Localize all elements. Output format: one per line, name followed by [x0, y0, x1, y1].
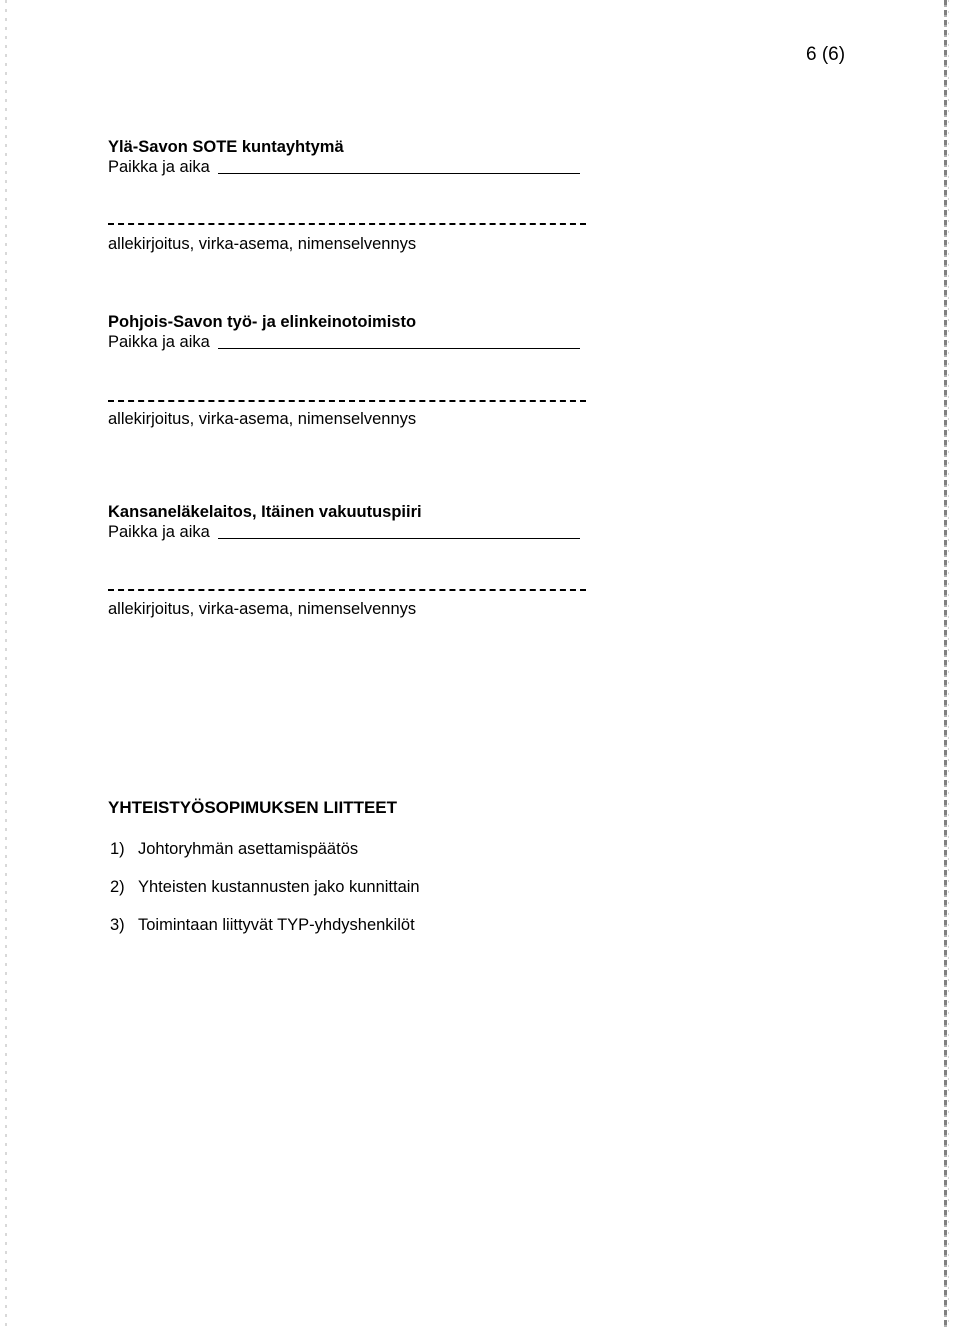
attachment-number: 1) [110, 840, 125, 858]
organization-name: Pohjois-Savon työ- ja elinkeinotoimisto [108, 313, 417, 331]
attachment-text: Toimintaan liittyvät TYP-yhdyshenkilöt [138, 916, 415, 934]
attachment-item [110, 916, 415, 935]
scan-edge-left [5, 0, 7, 1329]
signature-line [108, 223, 586, 225]
organization-name: Kansaneläkelaitos, Itäinen vakuutuspiiri [108, 503, 422, 521]
attachment-number: 3) [110, 916, 125, 934]
signature-block-te-toimisto [108, 312, 588, 432]
attachment-text: Yhteisten kustannusten jako kunnittain [138, 878, 420, 896]
attachment-number: 2) [110, 878, 125, 896]
signature-caption: allekirjoitus, virka-asema, nimenselvennys [108, 410, 417, 428]
scan-edge-right-thin [948, 0, 949, 1329]
attachments-heading: YHTEISTYÖSOPIMUKSEN LIITTEET [108, 798, 398, 817]
place-date-row [108, 522, 588, 542]
place-date-row [108, 332, 588, 352]
attachment-item [110, 878, 420, 897]
place-date-line [218, 348, 580, 349]
place-date-line [218, 538, 580, 539]
signature-line [108, 589, 586, 591]
signature-block-kela [108, 502, 588, 622]
signature-block-ylasavon [108, 137, 588, 257]
place-date-label: Paikka ja aika [108, 158, 210, 176]
signature-line [108, 400, 586, 402]
signature-caption: allekirjoitus, virka-asema, nimenselvennys [108, 235, 417, 253]
place-date-label: Paikka ja aika [108, 333, 210, 351]
organization-name: Ylä-Savon SOTE kuntayhtymä [108, 138, 344, 156]
attachment-text: Johtoryhmän asettamispäätös [138, 840, 359, 858]
scan-edge-right [944, 0, 947, 1329]
attachment-item [110, 840, 358, 859]
page-number: 6 (6) [806, 44, 846, 65]
place-date-label: Paikka ja aika [108, 523, 210, 541]
place-date-row [108, 157, 588, 177]
signature-caption: allekirjoitus, virka-asema, nimenselvennys [108, 600, 417, 618]
place-date-line [218, 173, 580, 174]
